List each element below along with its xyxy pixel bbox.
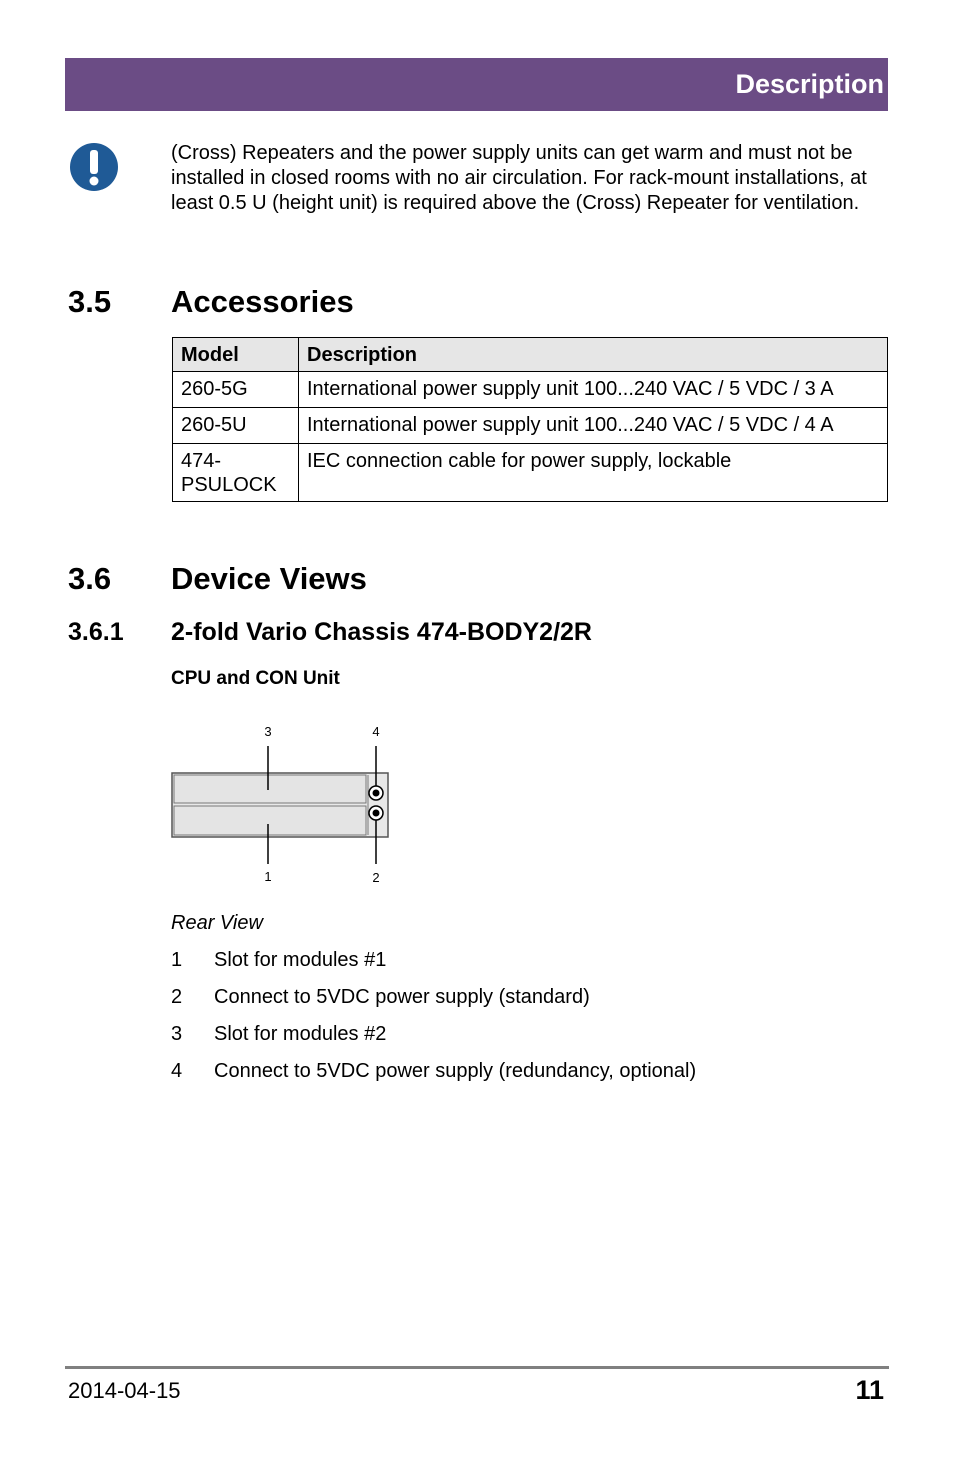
accessories-table [172,337,888,502]
model-cell: 260-5U [173,408,299,444]
legend-text: Slot for modules #2 [214,1023,387,1045]
callout-1: 1 [264,869,272,884]
column-header-description: Description [299,338,888,372]
section-title: Device Views [171,561,367,596]
legend-number: 1 [171,949,183,971]
exclamation-icon [69,142,119,192]
header-title: Description [735,69,884,99]
section-title: Accessories [171,284,354,319]
legend-number: 3 [171,1023,183,1045]
section-number: 3.6 [68,561,112,596]
model-cell: 474- PSULOCK [173,444,299,502]
callout-3: 3 [264,724,272,739]
table-row [173,444,888,502]
legend-number: 2 [171,986,183,1008]
chassis-body [172,773,388,837]
table-header-row [173,338,888,372]
note-text: (Cross) Repeaters and the power supply units can get warm and must not be installed in closed rooms with no air circulation. For rack-mount installations, at least 0.5 U (height unit) is required above the (Cross) Repeater for ventilation. [171,142,867,214]
footer-divider [65,1366,889,1369]
description-cell: International power supply unit 100...240 VAC / 5 VDC / 4 A [299,408,888,444]
legend-text: Connect to 5VDC power supply (standard) [214,986,590,1008]
header-bar [65,58,888,111]
legend-text: Slot for modules #1 [214,949,387,971]
footer-date: 2014-04-15 [68,1378,181,1403]
figure-caption: Rear View [171,912,263,934]
table-row [173,372,888,408]
power-connector-standard [369,806,383,820]
section-number: 3.5 [68,284,112,319]
unit-label: CPU and CON Unit [171,668,340,689]
description-cell: International power supply unit 100...240 VAC / 5 VDC / 3 A [299,372,888,408]
callout-2: 2 [372,870,380,885]
chassis-rear-view-diagram [165,720,400,890]
column-header-model: Model [173,338,299,372]
power-connector-redundant [369,786,383,800]
table-row [173,408,888,444]
page-number: 11 [855,1375,884,1405]
model-cell: 260-5G [173,372,299,408]
callout-4: 4 [372,724,380,739]
subsection-title: 2-fold Vario Chassis 474-BODY2/2R [171,618,592,646]
subsection-number: 3.6.1 [68,618,124,646]
legend-number: 4 [171,1060,183,1082]
description-cell: IEC connection cable for power supply, lockable [299,444,888,502]
legend-text: Connect to 5VDC power supply (redundancy, optional) [214,1060,697,1082]
